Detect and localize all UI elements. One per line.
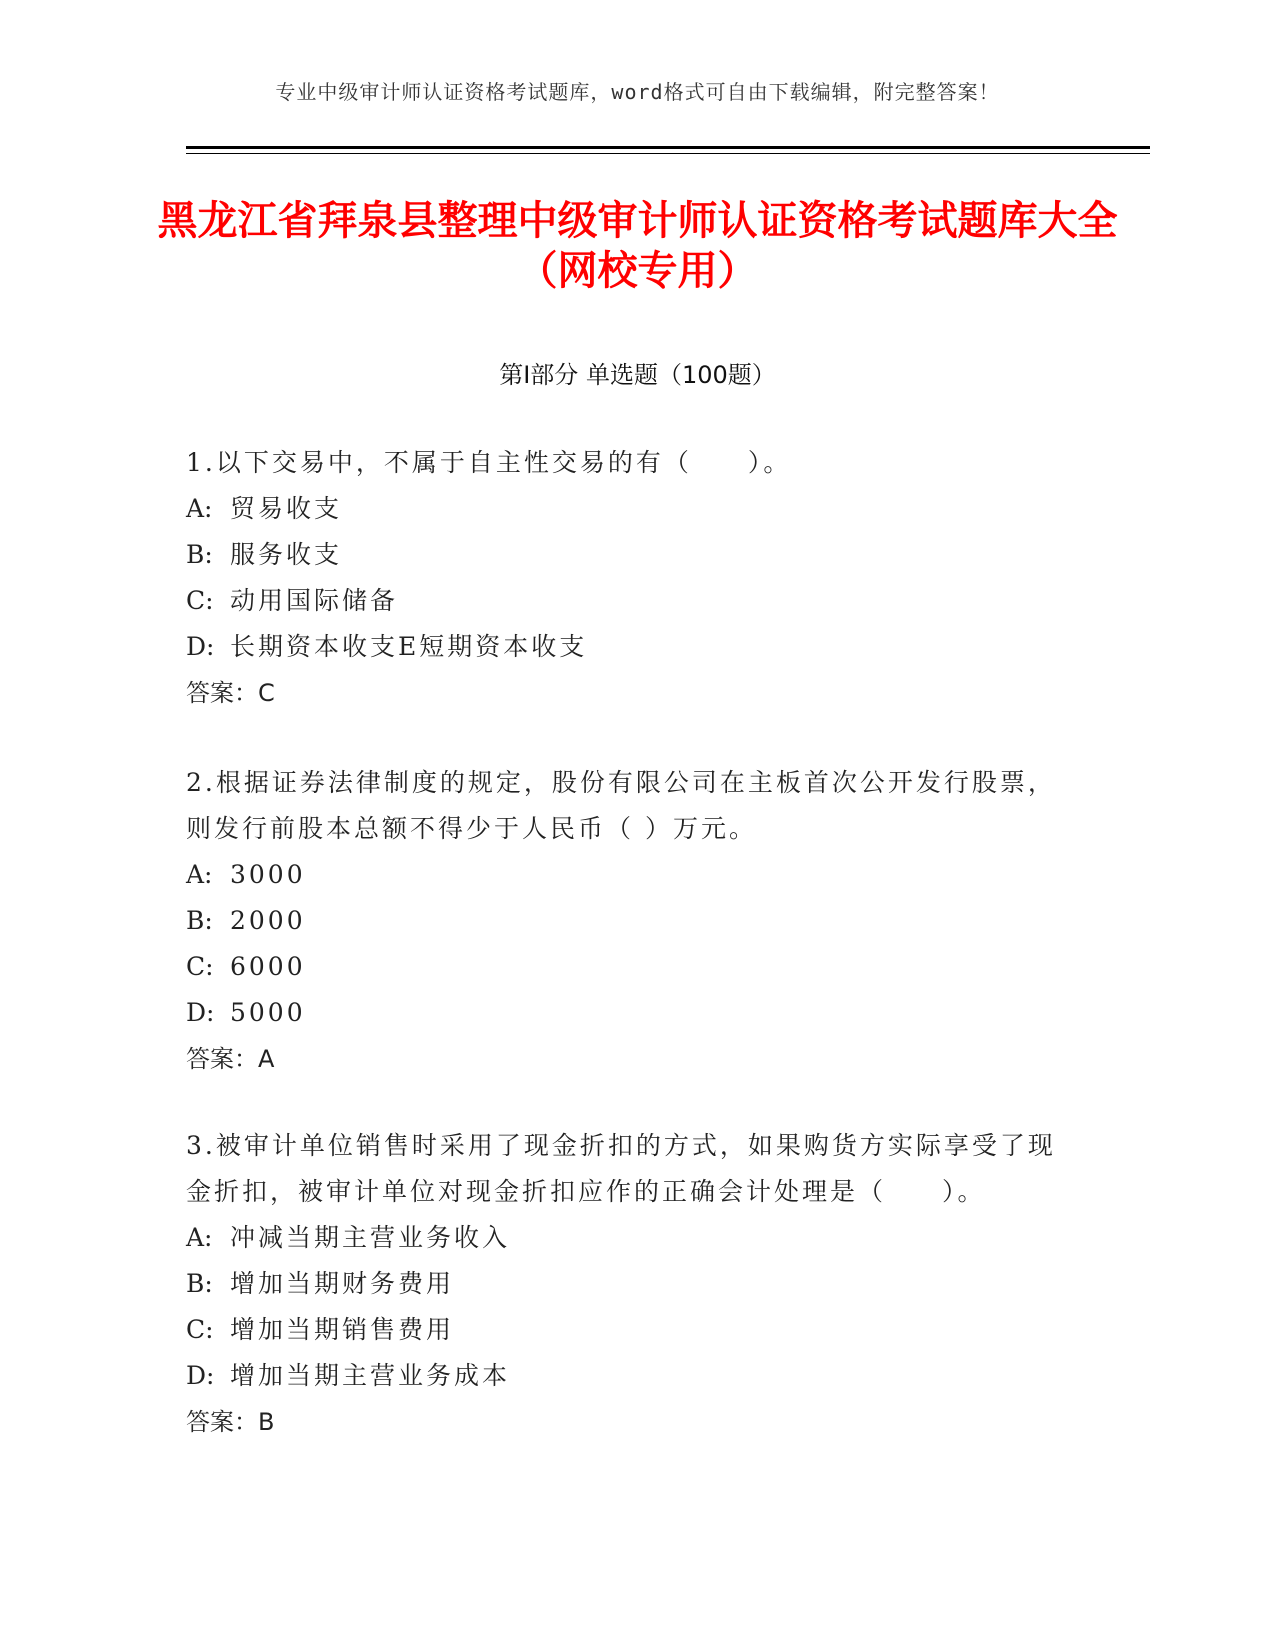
- option-b: [186, 1261, 1066, 1307]
- answer-value: C: [258, 679, 275, 707]
- answer-line: [186, 1399, 1066, 1445]
- option-key: B:: [186, 1269, 213, 1298]
- option-key: D:: [186, 998, 215, 1027]
- option-text: 5000: [230, 998, 306, 1027]
- answer-line: [186, 1036, 1066, 1082]
- answer-label: 答案：: [186, 1408, 258, 1436]
- option-key: D:: [186, 632, 215, 661]
- option-a: [186, 486, 1066, 532]
- option-key: D:: [186, 1361, 215, 1390]
- option-text: 增加当期主营业务成本: [230, 1361, 511, 1390]
- question-stem: 3.被审计单位销售时采用了现金折扣的方式，如果购货方实际享受了现金折扣，被审计单位对现金折扣应作的正确会计处理是（ ）。: [186, 1131, 1056, 1206]
- option-key: C:: [186, 1315, 214, 1344]
- option-text: 贸易收支: [230, 494, 343, 523]
- option-c: [186, 1307, 1066, 1353]
- question-2: [186, 760, 1066, 1082]
- option-d: [186, 1353, 1066, 1399]
- question-stem: 1.以下交易中，不属于自主性交易的有（ ）。: [186, 448, 792, 477]
- option-key: B:: [186, 540, 213, 569]
- answer-value: B: [258, 1408, 275, 1436]
- answer-value: A: [258, 1045, 275, 1073]
- option-key: B:: [186, 906, 213, 935]
- question-1: [186, 440, 1066, 716]
- option-a: [186, 852, 1066, 898]
- option-text: 2000: [230, 906, 306, 935]
- option-c: [186, 944, 1066, 990]
- question-stem: 2.根据证券法律制度的规定，股份有限公司在主板首次公开发行股票，则发行前股本总额不得少于人民币（ ）万元。: [186, 768, 1056, 843]
- option-d: [186, 990, 1066, 1036]
- option-key: A:: [186, 860, 213, 889]
- option-text: 冲减当期主营业务收入: [230, 1223, 511, 1252]
- option-key: C:: [186, 586, 214, 615]
- header-note: 专业中级审计师认证资格考试题库，word格式可自由下载编辑，附完整答案！: [275, 80, 1000, 104]
- option-d: [186, 624, 1066, 670]
- option-text: 长期资本收支E短期资本收支: [230, 632, 588, 661]
- option-c: [186, 578, 1066, 624]
- option-b: [186, 898, 1066, 944]
- question-3: [186, 1123, 1066, 1445]
- option-key: A:: [186, 1223, 213, 1252]
- option-a: [186, 1215, 1066, 1261]
- option-text: 增加当期销售费用: [230, 1315, 455, 1344]
- section-title: 第Ⅰ部分 单选题（100题）: [499, 361, 776, 389]
- answer-label: 答案：: [186, 679, 258, 707]
- option-b: [186, 532, 1066, 578]
- option-text: 增加当期财务费用: [230, 1269, 455, 1298]
- option-text: 动用国际储备: [230, 586, 399, 615]
- option-key: A:: [186, 494, 213, 523]
- header-rule-thick: [186, 146, 1150, 149]
- header-rule-thin: [186, 153, 1150, 154]
- document-title: 黑龙江省拜泉县整理中级审计师认证资格考试题库大全（网校专用）: [157, 198, 1118, 294]
- option-text: 3000: [230, 860, 306, 889]
- option-text: 6000: [230, 952, 306, 981]
- option-key: C:: [186, 952, 214, 981]
- answer-line: [186, 670, 1066, 716]
- option-text: 服务收支: [230, 540, 343, 569]
- answer-label: 答案：: [186, 1045, 258, 1073]
